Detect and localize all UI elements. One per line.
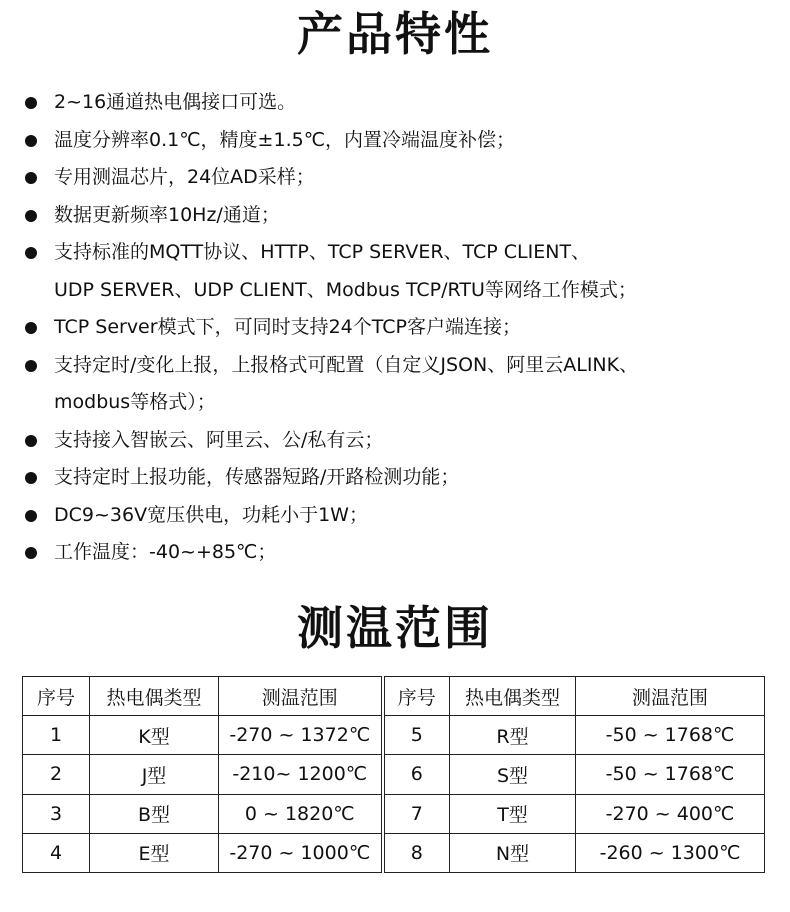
table-cell: -50 ~ 1768℃ — [576, 755, 765, 794]
feature-item — [0, 84, 790, 122]
bullet-icon — [25, 210, 37, 222]
feature-line: 支持定时/变化上报，上报格式可配置（自定义JSON、阿里云ALINK、 — [54, 353, 639, 376]
feature-line: 温度分辨率0.1℃，精度±1.5℃，内置冷端温度补偿； — [54, 128, 516, 151]
feature-line: 支持标准的MQTT协议、HTTP、TCP SERVER、TCP CLIENT、 — [54, 241, 591, 263]
table-cell: -270 ~ 400℃ — [576, 794, 765, 833]
table-cell: -270 ~ 1000℃ — [219, 833, 383, 872]
table-row — [23, 755, 765, 794]
bullet-icon — [25, 247, 37, 259]
table-cell: J型 — [90, 755, 219, 794]
table-cell: N型 — [450, 833, 576, 872]
table-cell: K型 — [90, 716, 219, 755]
feature-item — [0, 422, 790, 460]
table-cell: S型 — [450, 755, 576, 794]
table-cell: -50 ~ 1768℃ — [576, 716, 765, 755]
table-cell: 5 — [383, 716, 450, 755]
bullet-icon — [25, 472, 37, 484]
table-cell: 4 — [23, 833, 90, 872]
bullet-icon — [25, 172, 37, 184]
feature-item — [0, 497, 790, 535]
feature-item — [0, 459, 790, 497]
bullet-icon — [25, 97, 37, 109]
feature-item — [0, 197, 790, 235]
table-cell: 6 — [383, 755, 450, 794]
feature-item — [0, 122, 790, 160]
table-row — [23, 833, 765, 872]
feature-item — [0, 347, 790, 422]
feature-line: 2~16通道热电偶接口可选。 — [54, 91, 297, 113]
range-table — [22, 676, 765, 873]
table-cell: T型 — [450, 794, 576, 833]
range-title: 测温范围 — [297, 601, 493, 655]
header-cell: 序号 — [23, 677, 90, 716]
feature-line: modbus等格式）； — [54, 391, 216, 413]
table-cell: -210~ 1200℃ — [219, 755, 383, 794]
header-cell: 热电偶类型 — [90, 677, 219, 716]
feature-line: 工作温度：-40~+85℃； — [54, 541, 277, 563]
table-cell: 0 ~ 1820℃ — [219, 794, 383, 833]
bullet-icon — [25, 360, 37, 372]
table-cell: -270 ~ 1372℃ — [219, 716, 383, 755]
table-cell: -260 ~ 1300℃ — [576, 833, 765, 872]
feature-line: DC9~36V宽压供电，功耗小于1W； — [54, 503, 368, 526]
header-cell: 测温范围 — [219, 677, 383, 716]
feature-item — [0, 159, 790, 197]
feature-line: 专用测温芯片，24位AD采样； — [54, 166, 315, 188]
feature-line: TCP Server模式下，可同时支持24个TCP客户端连接； — [54, 316, 521, 338]
table-cell: E型 — [90, 833, 219, 872]
table-cell: B型 — [90, 794, 219, 833]
header-cell: 测温范围 — [576, 677, 765, 716]
table-row — [23, 794, 765, 833]
header-cell: 热电偶类型 — [450, 677, 576, 716]
table-cell: 1 — [23, 716, 90, 755]
bullet-icon — [25, 547, 37, 559]
table-cell: 3 — [23, 794, 90, 833]
feature-line: 数据更新频率10Hz/通道； — [54, 203, 280, 226]
features-list — [0, 84, 790, 572]
feature-item — [0, 534, 790, 572]
table-row — [23, 716, 765, 755]
table-cell: 7 — [383, 794, 450, 833]
feature-line: UDP SERVER、UDP CLIENT、Modbus TCP/RTU等网络工作模式； — [54, 278, 637, 301]
feature-item — [0, 234, 790, 309]
bullet-icon — [25, 322, 37, 334]
features-title: 产品特性 — [297, 7, 493, 61]
bullet-icon — [25, 510, 37, 522]
header-cell: 序号 — [383, 677, 450, 716]
table-cell: R型 — [450, 716, 576, 755]
bullet-icon — [25, 435, 37, 447]
feature-line: 支持定时上报功能，传感器短路/开路检测功能； — [54, 466, 460, 488]
feature-line: 支持接入智嵌云、阿里云、公/私有云； — [54, 428, 384, 451]
bullet-icon — [25, 135, 37, 147]
table-header-row — [23, 677, 765, 716]
table-cell: 2 — [23, 755, 90, 794]
table-cell: 8 — [383, 833, 450, 872]
feature-item — [0, 309, 790, 347]
